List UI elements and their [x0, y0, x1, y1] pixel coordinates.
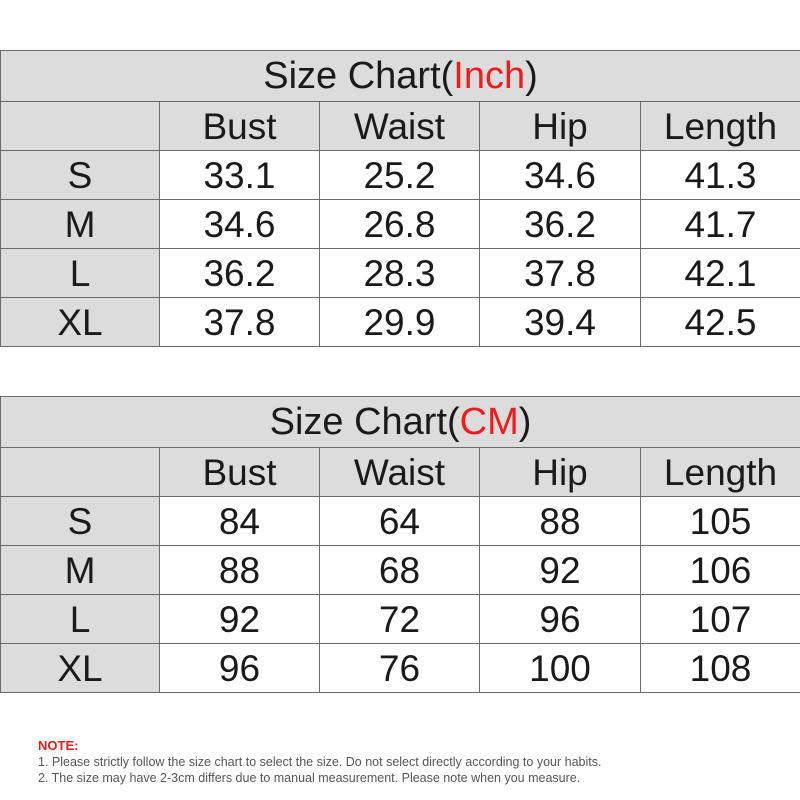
column-header-bust: Bust — [160, 448, 320, 497]
bust-value: 36.2 — [160, 249, 320, 298]
hip-value: 88 — [480, 497, 641, 546]
size-label: XL — [1, 644, 160, 693]
waist-value: 26.8 — [320, 200, 480, 249]
column-header-waist: Waist — [320, 102, 480, 151]
waist-value: 28.3 — [320, 249, 480, 298]
hip-value: 39.4 — [480, 298, 641, 347]
corner-cell — [1, 448, 160, 497]
waist-value: 64 — [320, 497, 480, 546]
table-row — [1, 151, 800, 200]
table-row — [1, 298, 800, 347]
bust-value: 92 — [160, 595, 320, 644]
size-chart-cm-title — [1, 397, 800, 448]
note-line-2: 2. The size may have 2-3cm differs due to manual measurement. Please note when you measure. — [38, 771, 581, 785]
column-header-row — [1, 102, 800, 151]
title-suffix: ) — [518, 401, 532, 443]
table-row — [1, 595, 800, 644]
waist-value: 72 — [320, 595, 480, 644]
hip-value: 37.8 — [480, 249, 641, 298]
column-header-bust: Bust — [160, 102, 320, 151]
waist-value: 68 — [320, 546, 480, 595]
hip-value: 36.2 — [480, 200, 641, 249]
size-label: M — [1, 200, 160, 249]
size-label: M — [1, 546, 160, 595]
size-label: S — [1, 151, 160, 200]
size-label: L — [1, 249, 160, 298]
bust-value: 33.1 — [160, 151, 320, 200]
size-label: S — [1, 497, 160, 546]
length-value: 42.5 — [641, 298, 800, 347]
table-row — [1, 497, 800, 546]
notes-section — [38, 738, 788, 786]
waist-value: 29.9 — [320, 298, 480, 347]
column-header-waist: Waist — [320, 448, 480, 497]
hip-value: 96 — [480, 595, 641, 644]
table-row — [1, 546, 800, 595]
table-row — [1, 249, 800, 298]
length-value: 42.1 — [641, 249, 800, 298]
size-label: XL — [1, 298, 160, 347]
size-chart-inch-table — [0, 50, 800, 347]
bust-value: 96 — [160, 644, 320, 693]
length-value: 41.7 — [641, 200, 800, 249]
title-prefix: Size Chart( — [263, 55, 454, 97]
length-value: 107 — [641, 595, 800, 644]
column-header-row — [1, 448, 800, 497]
length-value: 105 — [641, 497, 800, 546]
corner-cell — [1, 102, 160, 151]
title-unit: Inch — [453, 55, 526, 97]
column-header-length: Length — [641, 102, 800, 151]
bust-value: 84 — [160, 497, 320, 546]
hip-value: 100 — [480, 644, 641, 693]
length-value: 106 — [641, 546, 800, 595]
bust-value: 34.6 — [160, 200, 320, 249]
bust-value: 37.8 — [160, 298, 320, 347]
waist-value: 76 — [320, 644, 480, 693]
table-row — [1, 200, 800, 249]
column-header-hip: Hip — [480, 102, 641, 151]
size-chart-inch-title — [1, 51, 800, 102]
hip-value: 34.6 — [480, 151, 641, 200]
waist-value: 25.2 — [320, 151, 480, 200]
note-line-1: 1. Please strictly follow the size chart to select the size. Do not select directly according to your habits. — [38, 755, 602, 769]
title-suffix: ) — [525, 55, 538, 97]
table-row — [1, 644, 800, 693]
column-header-hip: Hip — [480, 448, 641, 497]
hip-value: 92 — [480, 546, 641, 595]
size-label: L — [1, 595, 160, 644]
title-unit: CM — [459, 401, 519, 443]
note-heading: NOTE: — [38, 738, 79, 753]
length-value: 108 — [641, 644, 800, 693]
length-value: 41.3 — [641, 151, 800, 200]
column-header-length: Length — [641, 448, 800, 497]
size-chart-cm-table — [0, 396, 800, 693]
title-prefix: Size Chart( — [269, 401, 460, 443]
bust-value: 88 — [160, 546, 320, 595]
